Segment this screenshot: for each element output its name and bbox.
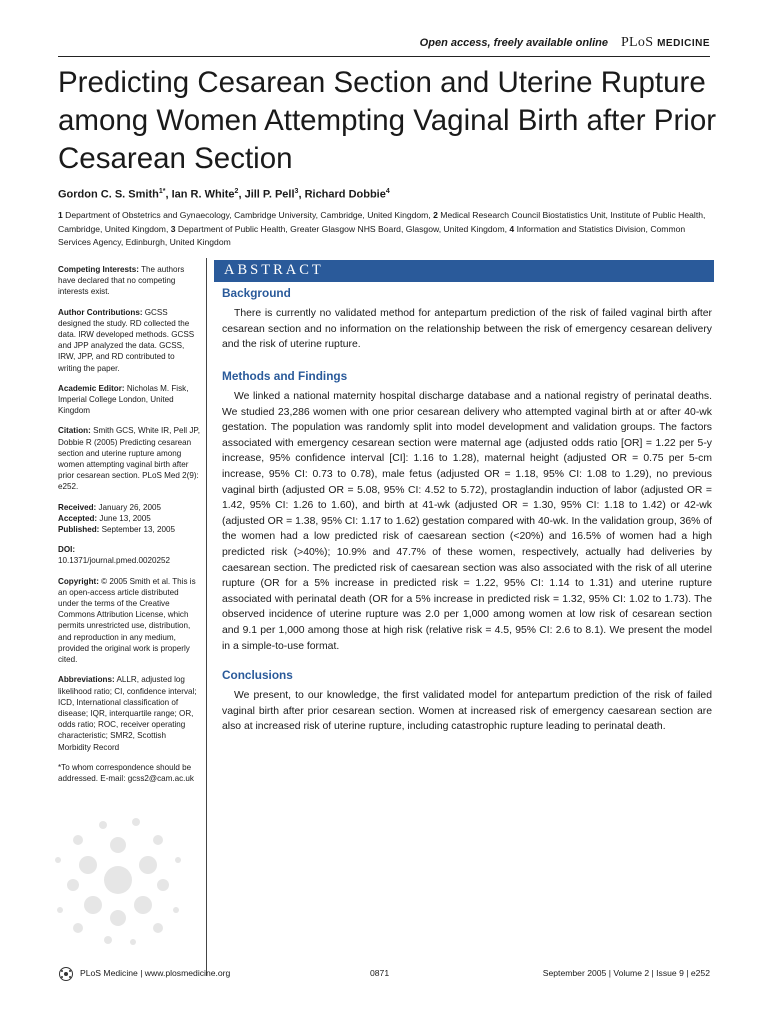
affil-num: 4: [509, 223, 515, 234]
academic-editor: [58, 383, 200, 417]
section-body: We present, to our knowledge, the first validated model for antepartum prediction of the risk of failed vaginal birth after prior cesarean section. Women at increased risk of emergency caesarean section are also at increased risk of uterine rupture, including catastrophic rupture leading to perinatal death.: [222, 690, 712, 733]
author-sup: 1*: [158, 188, 166, 195]
affiliations: [58, 209, 714, 250]
correspondence: [58, 762, 200, 784]
doi-link[interactable]: 10.1371/journal.pmed.0020252: [58, 556, 171, 566]
dates: [58, 502, 200, 536]
author: Jill P. Pell: [244, 188, 295, 201]
meta-label: Copyright:: [58, 576, 99, 586]
meta-label: Citation:: [58, 426, 91, 436]
author: Gordon C. S. Smith: [58, 188, 159, 201]
affil-text: Department of Obstetrics and Gynaecology, Cambridge University, Cambridge, United Kingdom,: [65, 210, 431, 220]
journal-tagline: Open access, freely available online: [419, 37, 608, 49]
meta-text: *To whom correspondence should be addressed. E-mail: gcss2@cam.ac.uk: [58, 762, 194, 783]
affil-num: 3: [170, 223, 176, 234]
article-title: Predicting Cesarean Section and Uterine Rupture among Women Attempting Vaginal Birth after Prior Cesarean Section: [58, 66, 717, 175]
sidebar-metadata: [58, 264, 200, 793]
meta-label: Received:: [58, 502, 97, 512]
author-sup: 4: [385, 188, 390, 195]
competing-interests: [58, 264, 200, 298]
abstract-conclusions: [222, 668, 712, 735]
section-title: Conclusions: [222, 668, 293, 682]
abstract-heading: ABSTRACT: [224, 262, 324, 278]
brand-sub: MEDICINE: [657, 38, 710, 49]
journal-brand: [621, 35, 710, 51]
meta-text: Nicholas M. Fisk, Imperial College London, United Kingdom: [58, 383, 189, 416]
affil-num: 1: [58, 210, 63, 220]
author-list: Gordon C. S. Smith$^{1*}$, Ian R. White$^2$, Jill P. Pell$^3$, Richard Dobbie$^4$: [58, 188, 390, 201]
section-body: We linked a national maternity hospital discharge database and a national registry of perinatal deaths. We studied 23,286 women with one prior cesarean delivery who attempted vaginal birth at or after 40-wk gestation. The population was randomly split into model development and validation groups. The factors associated with emergency cesarean section were maternal age (adjusted odds ratio [OR] = 1.22 per 5-y increase, 95% confidence interval [CI]: 1.16 to 1.28), maternal height (adjusted OR = 0.75 per 5-cm increase, 95% CI: 0.73 to 0.78), male fetus (adjusted OR = 1.18, 95% CI: 1.08 to 1.29), no previous vaginal birth (adjusted OR = 5.08, 95% CI: 4.52 to 5.72), prostaglandin induction of labor (adjusted OR = 1.42, 95% CI: 1.26 to 1.60), and birth at 41-wk (adjusted OR = 1.30, 95% CI: 1.18 to 1.42) or 42-wk (adjusted OR = 1.38, 95% CI: 1.17 to 1.62) gestation compared with 40-wk. In the validation group, 36% of the women had a low predicted risk of caesarean section (<20%) and 16.5% of women had a high predicted risk (>40%); 10.9% and 47.7% of these women, respectively, actually had deliveries by caesarean section. The predicted risk of caesarean section was also associated with the risk of all uterine rupture (OR for a 5% increase in predicted risk = 1.22, 95% CI: 1.14 to 1.31) and uterine rupture associated with perinatal death (OR for a 5% increase in predicted risk = 1.32, 95% CI: 1.02 to 1.73). The observed incidence of uterine rupture was 2.0 per 1,000 among women at low risk of cesarean section and 9.1 per 1,000 among those at high risk (relative risk = 4.5, 95% CI: 2.6 to 8.1). We present the model in a simple-to-use format.: [222, 391, 712, 652]
author-sup: 3: [294, 188, 299, 195]
decorative-dots-graphic: [48, 810, 188, 950]
meta-text: ALLR, adjusted log likelihood ratio; CI, confidence interval; ICD, International classification of disease; IQR, interquartile range; OR, odds ratio; ROC, receiver operating characteristic; SMR2, Scottish Morbidity Record: [58, 675, 197, 752]
citation: [58, 425, 200, 492]
affil-text: Information and Statistics Division, Common Services Agency, Edinburgh, United Kingdom: [58, 223, 686, 247]
affil-num: 2: [433, 210, 438, 220]
footer-issue: September 2005 | Volume 2 | Issue 9 | e252: [542, 968, 710, 978]
meta-text: Smith GCS, White IR, Pell JP, Dobbie R (2005) Predicting cesarean section and uterine rupture among women attempting vaginal birth after prior cesarean section. PLoS Med 2(9): e252.: [58, 426, 200, 492]
doi: [58, 544, 200, 566]
abbreviations: [58, 674, 200, 752]
abstract-banner: [214, 260, 714, 282]
meta-text: September 13, 2005: [101, 525, 175, 535]
author: Ian R. White: [171, 188, 235, 201]
meta-label: Author Contributions:: [58, 307, 143, 317]
meta-text: January 26, 2005: [98, 502, 162, 512]
meta-label: Abbreviations:: [58, 675, 115, 685]
meta-text: © 2005 Smith et al. This is an open-access article distributed under the terms of the Creative Commons Attribution License, which permits unrestricted use, distribution, and reproduction in any medium, provided the original work is properly cited.: [58, 576, 196, 665]
column-divider: [206, 258, 207, 976]
page-number: 0871: [370, 968, 390, 978]
meta-label: Accepted:: [58, 513, 98, 523]
brand-main: PLoS: [620, 35, 654, 50]
meta-text: GCSS designed the study. RD collected the data. IRW developed methods. GCSS and JPP analyzed the data. GCSS, IRW, JPP, and RD contributed to writing the paper.: [58, 307, 195, 373]
author-sup: 2: [234, 188, 239, 195]
author-contributions: [58, 307, 200, 374]
meta-label: Competing Interests:: [58, 265, 139, 274]
copyright: [58, 576, 200, 666]
header-divider: [58, 56, 710, 57]
section-title: Methods and Findings: [222, 369, 348, 383]
abstract-background: [222, 286, 712, 353]
author: Richard Dobbie: [304, 188, 386, 201]
affil-text: Medical Research Council Biostatistics Unit, Institute of Public Health, Cambridge, United Kingdom,: [58, 210, 706, 234]
meta-text: The authors have declared that no competing interests exist.: [58, 265, 185, 297]
section-title: Background: [222, 286, 291, 300]
footer-journal: PLoS Medicine | www.plosmedicine.org: [80, 968, 231, 978]
section-body: There is currently no validated method for antepartum prediction of the risk of failed vaginal birth after cesarean section and no information on the relationship between the risk of emergency cesarean delivery and the risk of uterine rupture.: [222, 308, 712, 351]
meta-label: DOI:: [58, 545, 76, 555]
meta-text: June 13, 2005: [99, 513, 151, 523]
affil-text: Department of Public Health, Greater Glasgow NHS Board, Glasgow, United Kingdom,: [177, 223, 508, 234]
meta-label: Published:: [58, 525, 100, 535]
page-header: [0, 36, 768, 54]
meta-label: Academic Editor:: [58, 383, 125, 393]
plos-logo-icon: [58, 966, 74, 982]
abstract-methods: [222, 369, 712, 654]
